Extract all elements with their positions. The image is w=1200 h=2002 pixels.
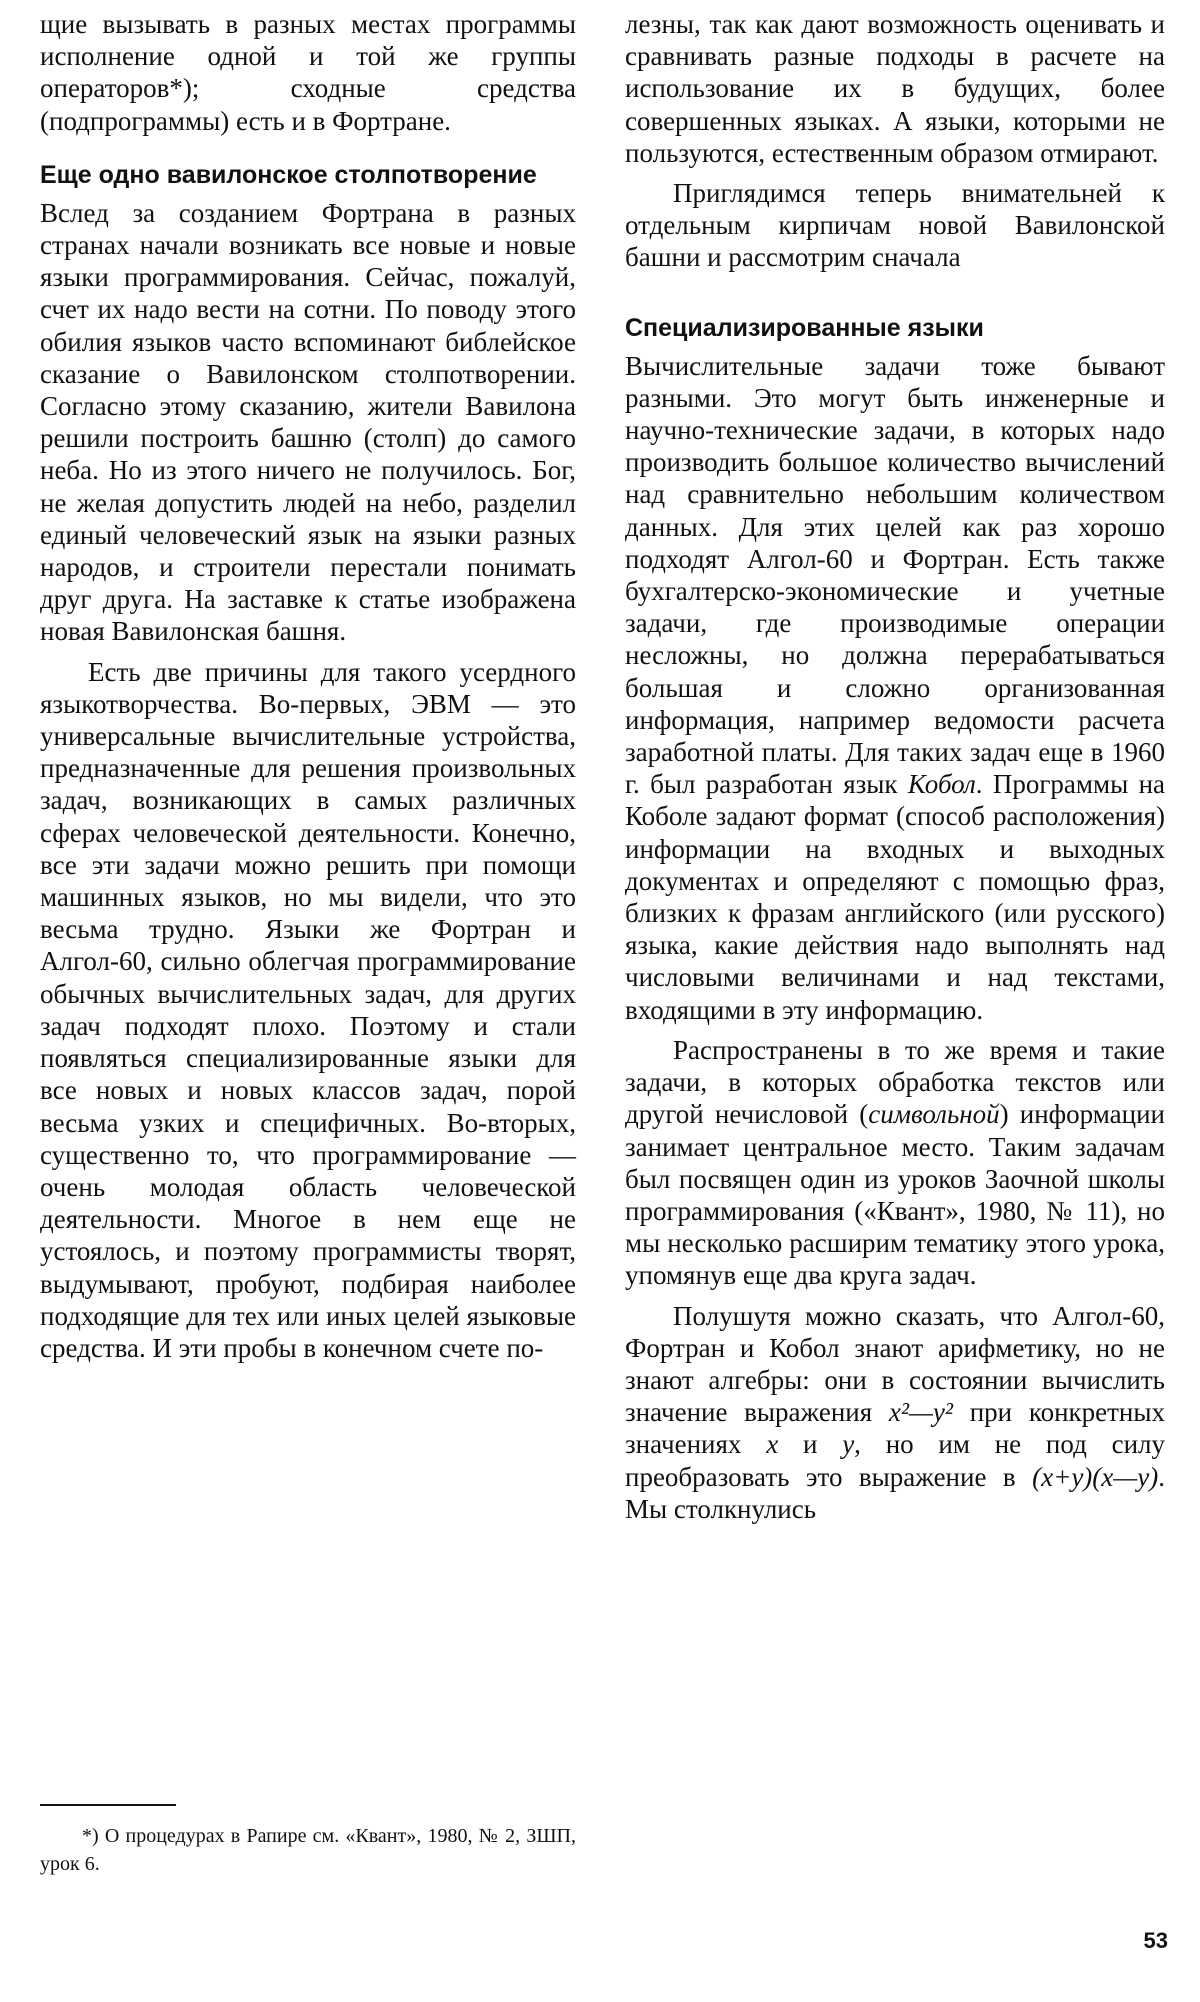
- math-variable-y: y: [842, 1429, 855, 1460]
- text-segment: . Мы столкнулись: [625, 1461, 1166, 1524]
- paragraph-specialized-3: [625, 1300, 1165, 1525]
- math-variable-x: x: [766, 1429, 779, 1460]
- paragraph-continuation: лезны, так как дают возможность оценивать и сравнивать разные подходы в расчете на использование их в будущих, более совершенных языках. А языки, которыми не пользуются, естественным образом отмирают.: [625, 9, 1165, 168]
- math-expression: (x+y)(x—y): [1032, 1461, 1159, 1492]
- paragraph-specialized-1: [625, 350, 1165, 1026]
- footnote: *) О процедурах в Рапире см. «Квант», 1980, № 2, ЗШП, урок 6.: [40, 1825, 576, 1875]
- right-column: [625, 8, 1165, 1525]
- paragraph-look-closer: Приглядимся теперь внимательней к отдельным кирпичам новой Вавилонской башни и рассмотрим сначала: [625, 178, 1165, 273]
- paragraph-babel-2: Есть две причины для такого усердного языкотворчества. Во-первых, ЭВМ — это универсальные вычислительные устройства, предназначенные для решения произвольных задач, возникающих в самых различных сферах человеческой деятельности. Конечно, все эти задачи можно решить при помощи машинных языков, но мы видели, что это весьма трудно. Языки же Фортран и Алгол-60, сильно облегчая программирование обычных вычислительных задач, для других задач подходят плохо. Поэтому и стали появляться специализированные языки для все новых и новых классов задач, порой весьма узких и специфичных. Во-вторых, существенно то, что программирование — очень молодая область человеческой деятельности. Многое в нем еще не устоялось, и поэтому программисты творят, выдумывают, пробуют, подбирая наиболее подходящие для тех или иных целей языковые средства. И эти пробы в конечном счете по-: [40, 656, 576, 1363]
- text-segment: Вычислительные задачи тоже бывают разными. Это могут быть инженерные и научно-технические задачи, в которых надо производить большое количество вычислений над сравнительно небольшим количеством данных. Для этих целей как раз хорошо подходят Алгол-60 и Фортран. Есть также бухгалтерско-экономические и учетные задачи, где производимые операции несложны, но должна перерабатываться большая и сложно организованная информация, например ведомости расчета заработной платы. Для таких задач еще в 1960 г. был разработан язык: [625, 350, 1165, 800]
- text-segment: . Программы на Коболе задают формат (способ расположения) информации на входных и выходных документах и определяют с помощью фраз, близких к фразам английского (или русского) языка, какие действия надо выполнять над числовыми величинами и над текстами, входящими в эту информацию.: [625, 769, 1166, 1025]
- section-heading-babel: Еще одно вавилонское столпотворение: [40, 160, 537, 189]
- section-heading-specialized: Специализированные языки: [625, 313, 984, 342]
- text-segment: при конкретных значениях: [625, 1397, 1166, 1460]
- math-expression: x²—y²: [888, 1397, 954, 1428]
- emphasis-symbolic: символьной: [868, 1099, 1000, 1130]
- paragraph-babel-1: Вслед за созданием Фортрана в разных странах начали возникать все новые и новые языки программирования. Сейчас, пожалуй, счет их надо вести на сотни. По поводу этого обилия языков часто вспоминают библейское сказание о Вавилонском столпотворении. Согласно этому сказанию, жители Вавилона решили построить башню (столп) до самого неба. Но из этого ничего не получилось. Бог, не желая допустить людей на небо, разделил единый человеческий язык на языки разных народов, и строители перестали понимать друг друга. На заставке к статье изображена новая Вавилонская башня.: [40, 197, 576, 647]
- text-segment: Распространены в то же время и такие задачи, в которых обработка текстов или другой нечисловой (: [625, 1034, 1165, 1130]
- text-segment: ) информации занимает центральное место. Таким задачам был посвящен один из уроков Заочной школы программирования («Квант», 1980, № 11), но мы несколько расширим тематику этого урока, упомянув еще два круга задач.: [625, 1099, 1165, 1291]
- page-number: 53: [1143, 1928, 1168, 1953]
- footnote-separator: [40, 1804, 176, 1806]
- text-segment: , но им не под силу преобразовать это выражение в: [625, 1429, 1166, 1492]
- text-segment: и: [802, 1429, 818, 1460]
- paragraph-specialized-2: [625, 1034, 1165, 1292]
- left-column: [40, 8, 576, 1364]
- emphasis-kobol: Кобол: [907, 769, 976, 800]
- paragraph-intro: щие вызывать в разных местах программы исполнение одной и той же группы операторов*); сходные средства (подпрограммы) есть и в Фортране.: [40, 9, 576, 136]
- text-segment: Полушутя можно сказать, что Алгол-60, Фортран и Кобол знают арифметику, но не знают алгебры: они в состоянии вычислить значение выражения: [625, 1300, 1165, 1428]
